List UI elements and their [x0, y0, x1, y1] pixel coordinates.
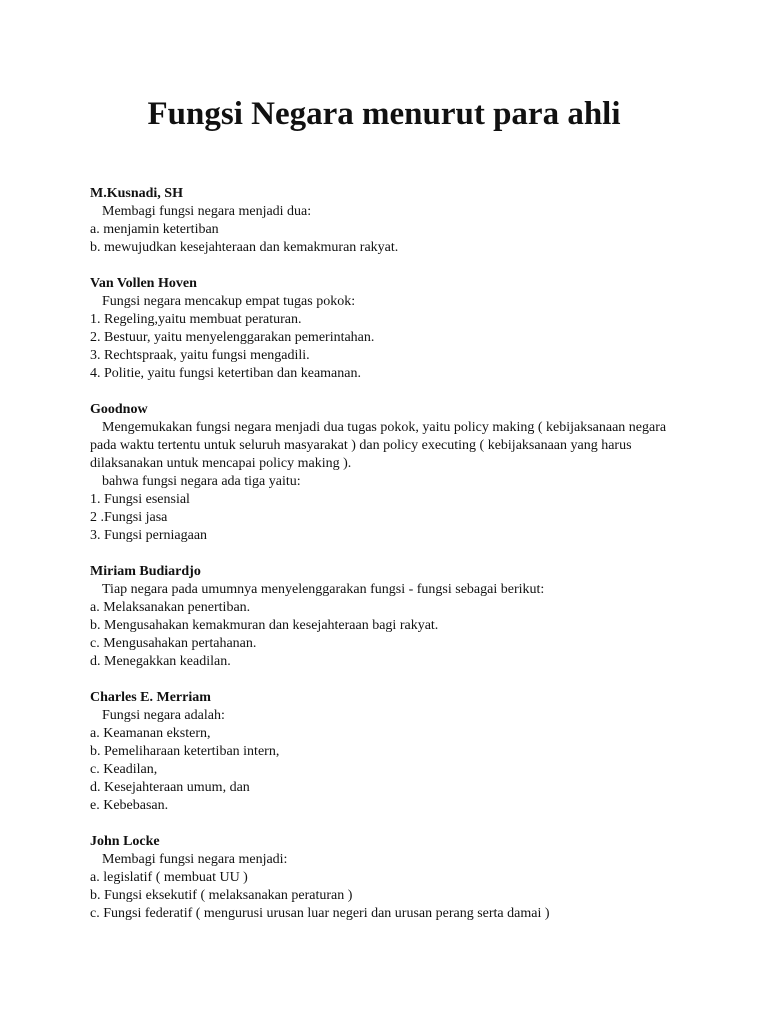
list-item: 3. Fungsi perniagaan	[90, 528, 208, 543]
section-intro: Mengemukakan fungsi negara menjadi dua tugas pokok, yaitu policy making ( kebijaksanaan negara pada waktu tertentu untuk seluruh masyarakat ) dan policy executing ( kebijaksanaan yang harus dilaksanakan untuk mencapai policy making ).	[90, 420, 667, 471]
list-item: b. Mengusahakan kemakmuran dan kesejahteraan bagi rakyat.	[90, 618, 439, 633]
list-item: 3. Rechtspraak, yaitu fungsi mengadili.	[90, 348, 310, 363]
section-van-vollen-hoven	[90, 275, 690, 383]
section-heading: Miriam Budiardjo	[90, 564, 201, 579]
list-item: 1. Regeling,yaitu membuat peraturan.	[90, 312, 302, 327]
list-item: 2 .Fungsi jasa	[90, 510, 168, 525]
section-goodnow	[90, 401, 690, 545]
list-item: a. menjamin ketertiban	[90, 222, 219, 237]
section-john-locke	[90, 833, 690, 923]
section-heading: Charles E. Merriam	[90, 690, 211, 705]
section-intro-secondary: bahwa fungsi negara ada tiga yaitu:	[102, 474, 301, 489]
list-item: c. Fungsi federatif ( mengurusi urusan luar negeri dan urusan perang serta damai )	[90, 906, 550, 921]
section-kusnadi	[90, 185, 690, 257]
section-intro: Membagi fungsi negara menjadi dua:	[102, 204, 312, 219]
list-item: d. Kesejahteraan umum, dan	[90, 780, 250, 795]
list-item: e. Kebebasan.	[90, 798, 169, 813]
list-item: 2. Bestuur, yaitu menyelenggarakan pemerintahan.	[90, 330, 375, 345]
page-title: Fungsi Negara menurut para ahli	[147, 96, 621, 132]
section-intro: Tiap negara pada umumnya menyelenggarakan fungsi - fungsi sebagai berikut:	[102, 582, 545, 597]
section-heading: M.Kusnadi, SH	[90, 186, 183, 201]
section-intro: Fungsi negara adalah:	[102, 708, 225, 723]
section-charles-merriam	[90, 689, 690, 815]
section-miriam-budiardjo	[90, 563, 690, 671]
list-item: c. Mengusahakan pertahanan.	[90, 636, 257, 651]
list-item: 4. Politie, yaitu fungsi ketertiban dan keamanan.	[90, 366, 361, 381]
list-item: 1. Fungsi esensial	[90, 492, 190, 507]
list-item: b. Pemeliharaan ketertiban intern,	[90, 744, 280, 759]
section-heading: John Locke	[90, 834, 160, 849]
section-intro: Membagi fungsi negara menjadi:	[102, 852, 288, 867]
section-intro: Fungsi negara mencakup empat tugas pokok:	[102, 294, 356, 309]
list-item: a. Keamanan ekstern,	[90, 726, 211, 741]
list-item: d. Menegakkan keadilan.	[90, 654, 231, 669]
list-item: b. Fungsi eksekutif ( melaksanakan peraturan )	[90, 888, 353, 903]
list-item: a. legislatif ( membuat UU )	[90, 870, 248, 885]
section-heading: Goodnow	[90, 402, 148, 417]
document-body	[90, 185, 690, 941]
section-heading: Van Vollen Hoven	[90, 276, 197, 291]
list-item: c. Keadilan,	[90, 762, 158, 777]
list-item: a. Melaksanakan penertiban.	[90, 600, 251, 615]
list-item: b. mewujudkan kesejahteraan dan kemakmuran rakyat.	[90, 240, 399, 255]
